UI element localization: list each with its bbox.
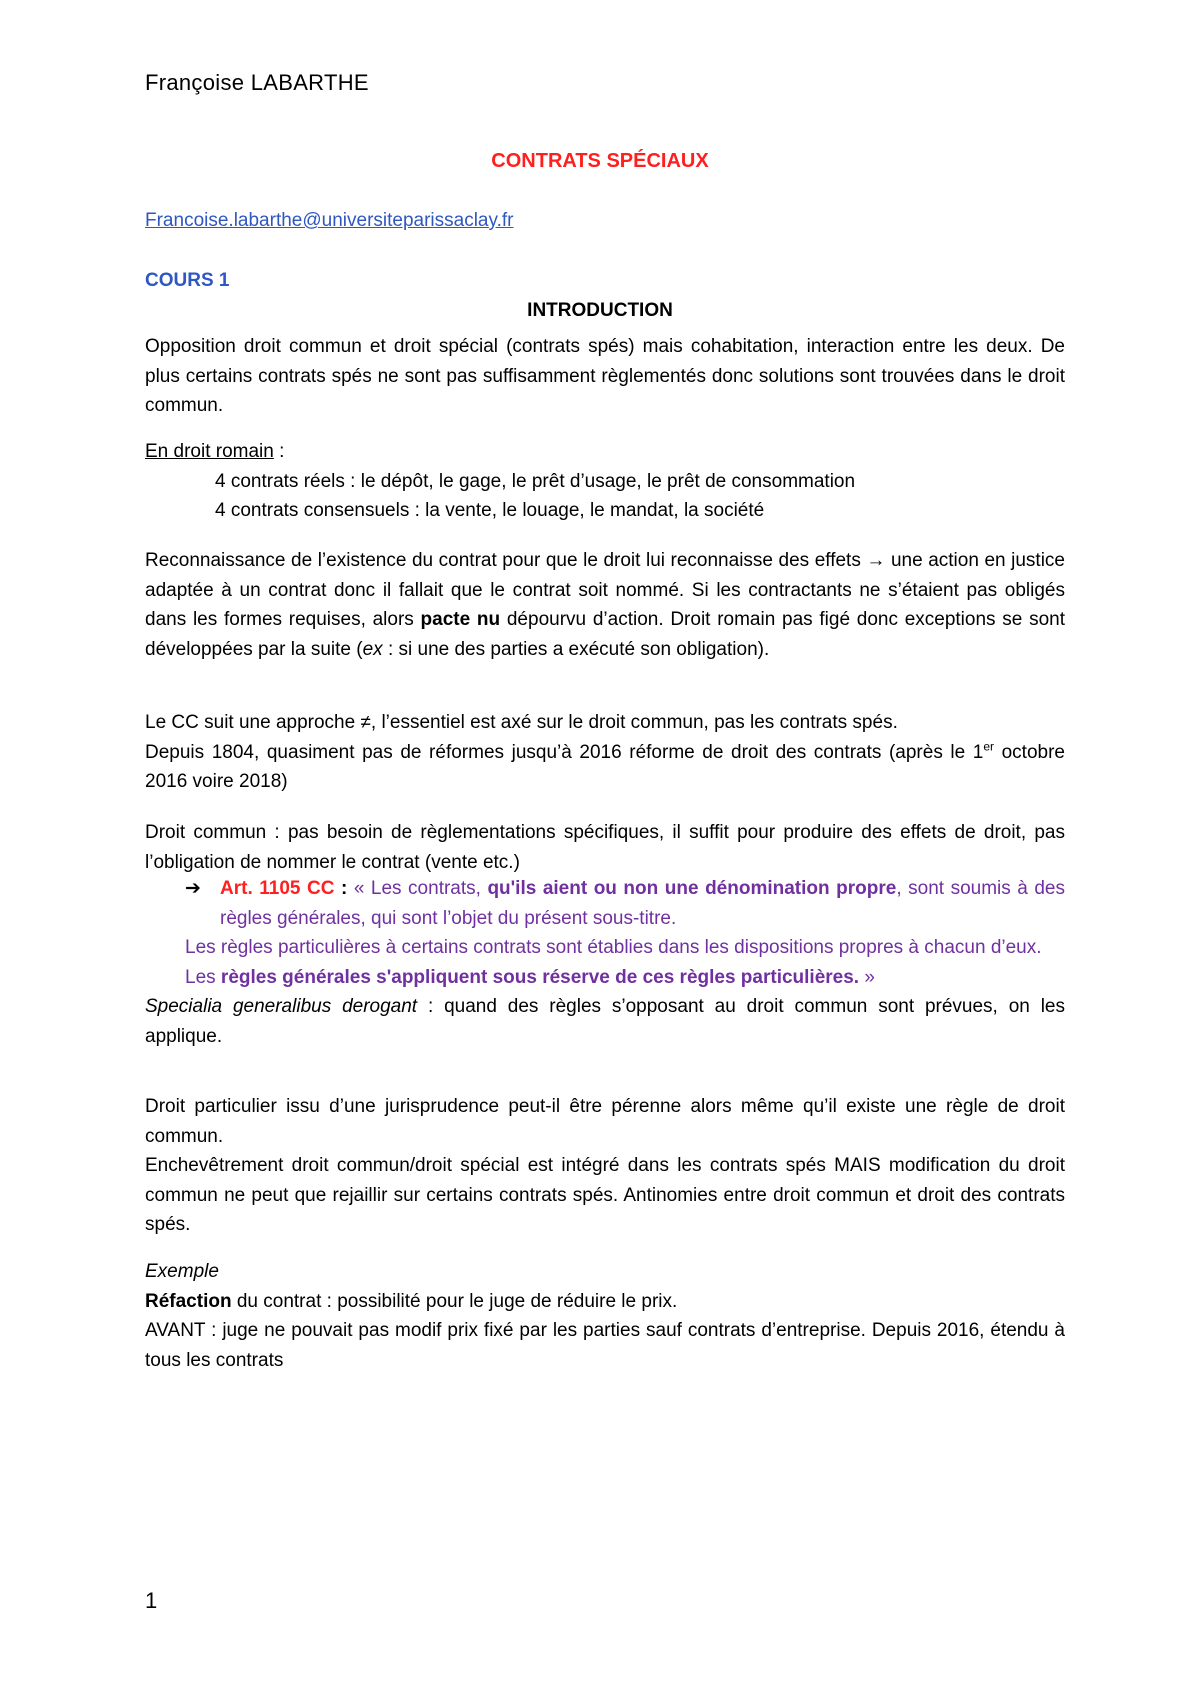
roman-law-real-contracts: 4 contrats réels : le dépôt, le gage, le prêt d’usage, le prêt de consommation xyxy=(215,470,856,492)
roman-law-colon: : xyxy=(273,441,285,462)
p2-text-b: une action en justice adaptée à un contrat donc il fallait que le contrat soit nommé. Si les contractants ne s’étaient pas obligés dans les formes requises, alors xyxy=(145,550,1065,631)
p3-line1: Le CC suit une approche ≠, l’essentiel est axé sur le droit commun, pas les contrats spés. xyxy=(145,712,898,733)
article-q3-end: » xyxy=(859,966,875,988)
specialia-line xyxy=(145,992,1065,1051)
article-q3-bold: règles générales s'appliquent sous réserve de ces règles particulières. xyxy=(220,966,860,988)
p2-text-a: Reconnaissance de l’existence du contrat pour que le droit lui reconnaisse des effets xyxy=(145,550,867,571)
article-quote-third xyxy=(145,963,1065,993)
paragraph-reconnaissance xyxy=(145,546,1065,664)
author-name: Françoise LABARTHE xyxy=(145,70,369,95)
right-arrow-icon: → xyxy=(866,550,886,571)
document-title: CONTRATS SPÉCIAUX xyxy=(491,150,709,172)
roman-law-block xyxy=(145,437,1065,526)
specialia-latin: Specialia generalibus derogant xyxy=(145,996,418,1018)
p3-line2b: octobre 2016 voire 2018) xyxy=(145,741,1065,793)
p2-text-c: dépourvu d’action. Droit romain pas figé donc exceptions se sont développées par la suite ( xyxy=(145,609,1065,660)
article-reference: Art. 1105 CC xyxy=(220,878,335,899)
example-label: Exemple xyxy=(145,1261,219,1282)
roman-law-label: En droit romain xyxy=(145,441,274,462)
roman-law-consensual-contracts: 4 contrats consensuels : la vente, le louage, le mandat, la société xyxy=(215,500,765,522)
bold-arrow-icon: ➔ xyxy=(185,878,201,899)
article-1105-block xyxy=(145,874,1065,1052)
p6-text: Enchevêtrement droit commun/droit spécial est intégré dans les contrats spés MAIS modification du droit commun ne peut que rejaillir sur certains contrats spés. Antinomies entre droit commun et droit des contrats spés. xyxy=(145,1155,1065,1236)
course-number: COURS 1 xyxy=(145,270,230,291)
paragraph-code-civil xyxy=(145,708,1065,797)
paragraph-droit-commun: Droit commun : pas besoin de règlementations spécifiques, il suffit pour produire des effets de droit, pas l’obligation de nommer le contrat (vente etc.) xyxy=(145,822,1065,873)
p2-text-d: : si une des parties a exécuté son obligation). xyxy=(382,638,770,660)
p5-text: Droit particulier issu d’une jurisprudence peut-il être pérenne alors même qu’il existe une règle de droit commun. xyxy=(145,1096,1065,1147)
p3-line2a: Depuis 1804, quasiment pas de réformes jusqu’à 2016 réforme de droit des contrats (après le 1 xyxy=(145,741,984,763)
p3-superscript: er xyxy=(983,739,995,754)
page-number: 1 xyxy=(145,1588,158,1613)
refaction-line xyxy=(145,1287,1065,1317)
email-link[interactable]: Francoise.labarthe@universiteparissaclay.fr xyxy=(145,210,514,231)
article-q1: « Les contrats, xyxy=(353,878,488,899)
p3-line2 xyxy=(145,738,1065,797)
article-quote-second: Les règles particulières à certains contrats sont établies dans les dispositions propres à chacun d’eux. xyxy=(185,937,1042,959)
example-block xyxy=(145,1257,1065,1375)
roman-law-heading xyxy=(145,437,1065,467)
refaction-term: Réfaction xyxy=(145,1290,232,1312)
article-colon: : xyxy=(334,878,354,899)
paragraph-jurisprudence xyxy=(145,1092,1065,1240)
specialia-rest: : quand des règles s’opposant au droit commun sont prévues, on les applique. xyxy=(145,996,1065,1047)
refaction-rest: du contrat : possibilité pour le juge de réduire le prix. xyxy=(231,1290,678,1312)
pacte-nu-term: pacte nu xyxy=(420,609,501,631)
article-quote-first xyxy=(145,874,1065,933)
article-q1-end: , sont soumis à des règles générales, qui sont l’objet du présent sous-titre. xyxy=(220,878,1065,929)
section-heading: INTRODUCTION xyxy=(527,300,673,321)
article-q1-bold: qu'ils aient ou non une dénomination propre xyxy=(487,878,897,899)
article-q3a: Les xyxy=(185,966,221,988)
ex-abbrev: ex xyxy=(362,638,383,660)
paragraph-opposition: Opposition droit commun et droit spécial (contrats spés) mais cohabitation, interaction entre les deux. De plus certains contrats spés ne sont pas suffisamment règlementés donc solutions sont trouvées dans le droit commun. xyxy=(145,336,1065,417)
avant-text: AVANT : juge ne pouvait pas modif prix fixé par les parties sauf contrats d’entreprise. Depuis 2016, étendu à tous les contrats xyxy=(145,1320,1065,1371)
